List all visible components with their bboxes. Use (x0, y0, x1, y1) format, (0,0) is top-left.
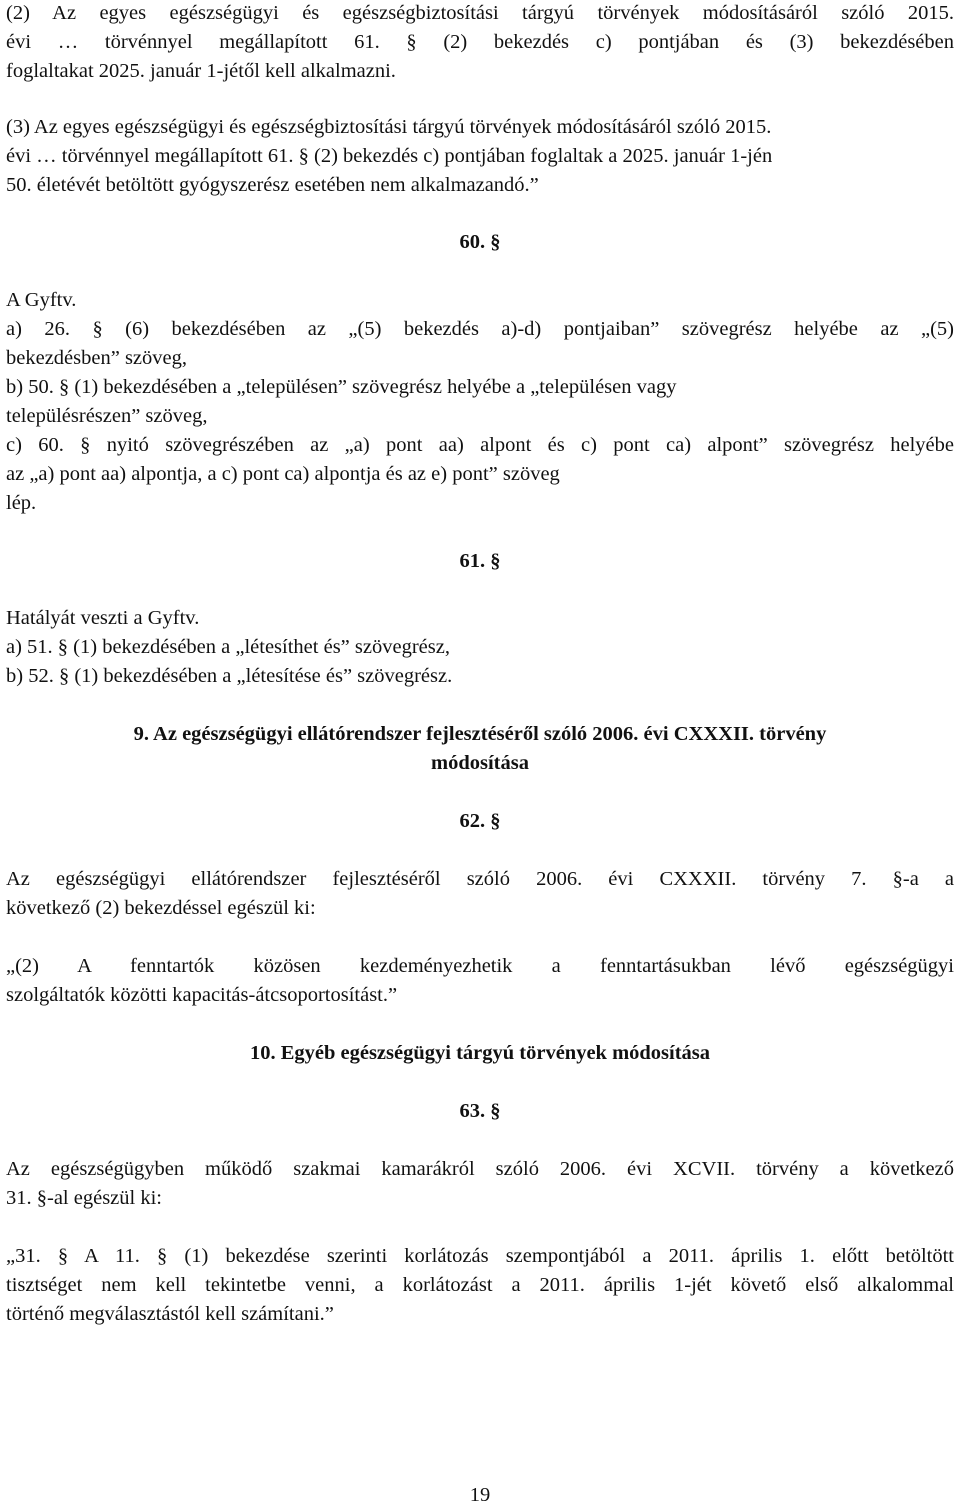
paragraph-2-line-3: foglaltakat 2025. január 1-jétől kell alkalmazni. (6, 60, 396, 82)
paragraph-3-line-3: 50. életévét betöltött gyógyszerész esetében nem alkalmazandó.” (6, 174, 539, 196)
section-62-quote-line-2: szolgáltatók közötti kapacitás-átcsoportosítást.” (6, 984, 398, 1006)
section-60-heading: 60. § (459, 231, 501, 253)
gyftv-intro: A Gyftv. (6, 289, 77, 311)
item-c-60-line-1: c) 60. § nyitó szövegrészében az „a) pont aa) alpont és c) pont ca) alpont” szövegrész helyébe (6, 434, 954, 456)
repeal-intro: Hatályát veszti a Gyftv. (6, 607, 200, 629)
paragraph-2-line-2: évi … törvénnyel megállapított 61. § (2) bekezdés c) pontjában és (3) bekezdésében (6, 31, 954, 53)
chapter-9-title-line-1: 9. Az egészségügyi ellátórendszer fejlesztéséről szóló 2006. évi CXXXII. törvény (133, 723, 827, 745)
item-b-50-line-2: településrészen” szöveg, (6, 405, 208, 427)
section-62-heading: 62. § (459, 810, 501, 832)
section-62-quote-line-1: „(2) A fenntartók közösen kezdeményezhetik a fenntartásukban lévő egészségügyi (6, 955, 954, 977)
item-c-60-line-3: lép. (6, 492, 37, 514)
paragraph-3-line-2: évi … törvénnyel megállapított 61. § (2) bekezdés c) pontjában foglaltak a 2025. január 1-jén (6, 145, 773, 167)
section-63-quote-line-3: történő megválasztástól kell számítani.” (6, 1303, 334, 1325)
item-a-26-line-2: bekezdésben” szöveg, (6, 347, 187, 369)
repeal-item-b-52: b) 52. § (1) bekezdésében a „létesítése és” szövegrész. (6, 665, 453, 687)
section-63-quote-line-2: tisztséget nem kell tekintetbe venni, a korlátozást a 2011. április 1-jét követő első alkalommal (6, 1274, 954, 1296)
section-63-text-line-1: Az egészségügyben működő szakmai kamarákról szóló 2006. évi XCVII. törvény a következő (6, 1158, 954, 1180)
section-63-heading: 63. § (459, 1100, 501, 1122)
section-63-text-line-2: 31. §-al egészül ki: (6, 1187, 162, 1209)
item-c-60-line-2: az „a) pont aa) alpontja, a c) pont ca) alpontja és az e) pont” szöveg (6, 463, 560, 485)
chapter-10-title: 10. Egyéb egészségügyi tárgyú törvények módosítása (249, 1042, 711, 1064)
item-b-50-line-1: b) 50. § (1) bekezdésében a „településen” szövegrész helyébe a „településen vagy (6, 376, 677, 398)
section-63-quote-line-1: „31. § A 11. § (1) bekezdése szerinti korlátozás szempontjából a 2011. április 1. előtt betöltött (6, 1245, 954, 1267)
section-61-heading: 61. § (459, 550, 501, 572)
page-number: 19 (469, 1484, 491, 1506)
item-a-26-line-1: a) 26. § (6) bekezdésében az „(5) bekezdés a)-d) pontjaiban” szövegrész helyébe az „(5) (6, 318, 954, 340)
paragraph-3-line-1: (3) Az egyes egészségügyi és egészségbiztosítási tárgyú törvények módosításáról szóló 2015. (6, 116, 772, 138)
chapter-9-title-line-2: módosítása (431, 752, 529, 774)
section-62-text-line-1: Az egészségügyi ellátórendszer fejlesztéséről szóló 2006. évi CXXXII. törvény 7. §-a a (6, 868, 954, 890)
section-62-text-line-2: következő (2) bekezdéssel egészül ki: (6, 897, 316, 919)
paragraph-2-line-1: (2) Az egyes egészségügyi és egészségbiztosítási tárgyú törvények módosításáról szóló 2015. (6, 2, 954, 24)
repeal-item-a-51: a) 51. § (1) bekezdésében a „létesíthet és” szövegrész, (6, 636, 450, 658)
